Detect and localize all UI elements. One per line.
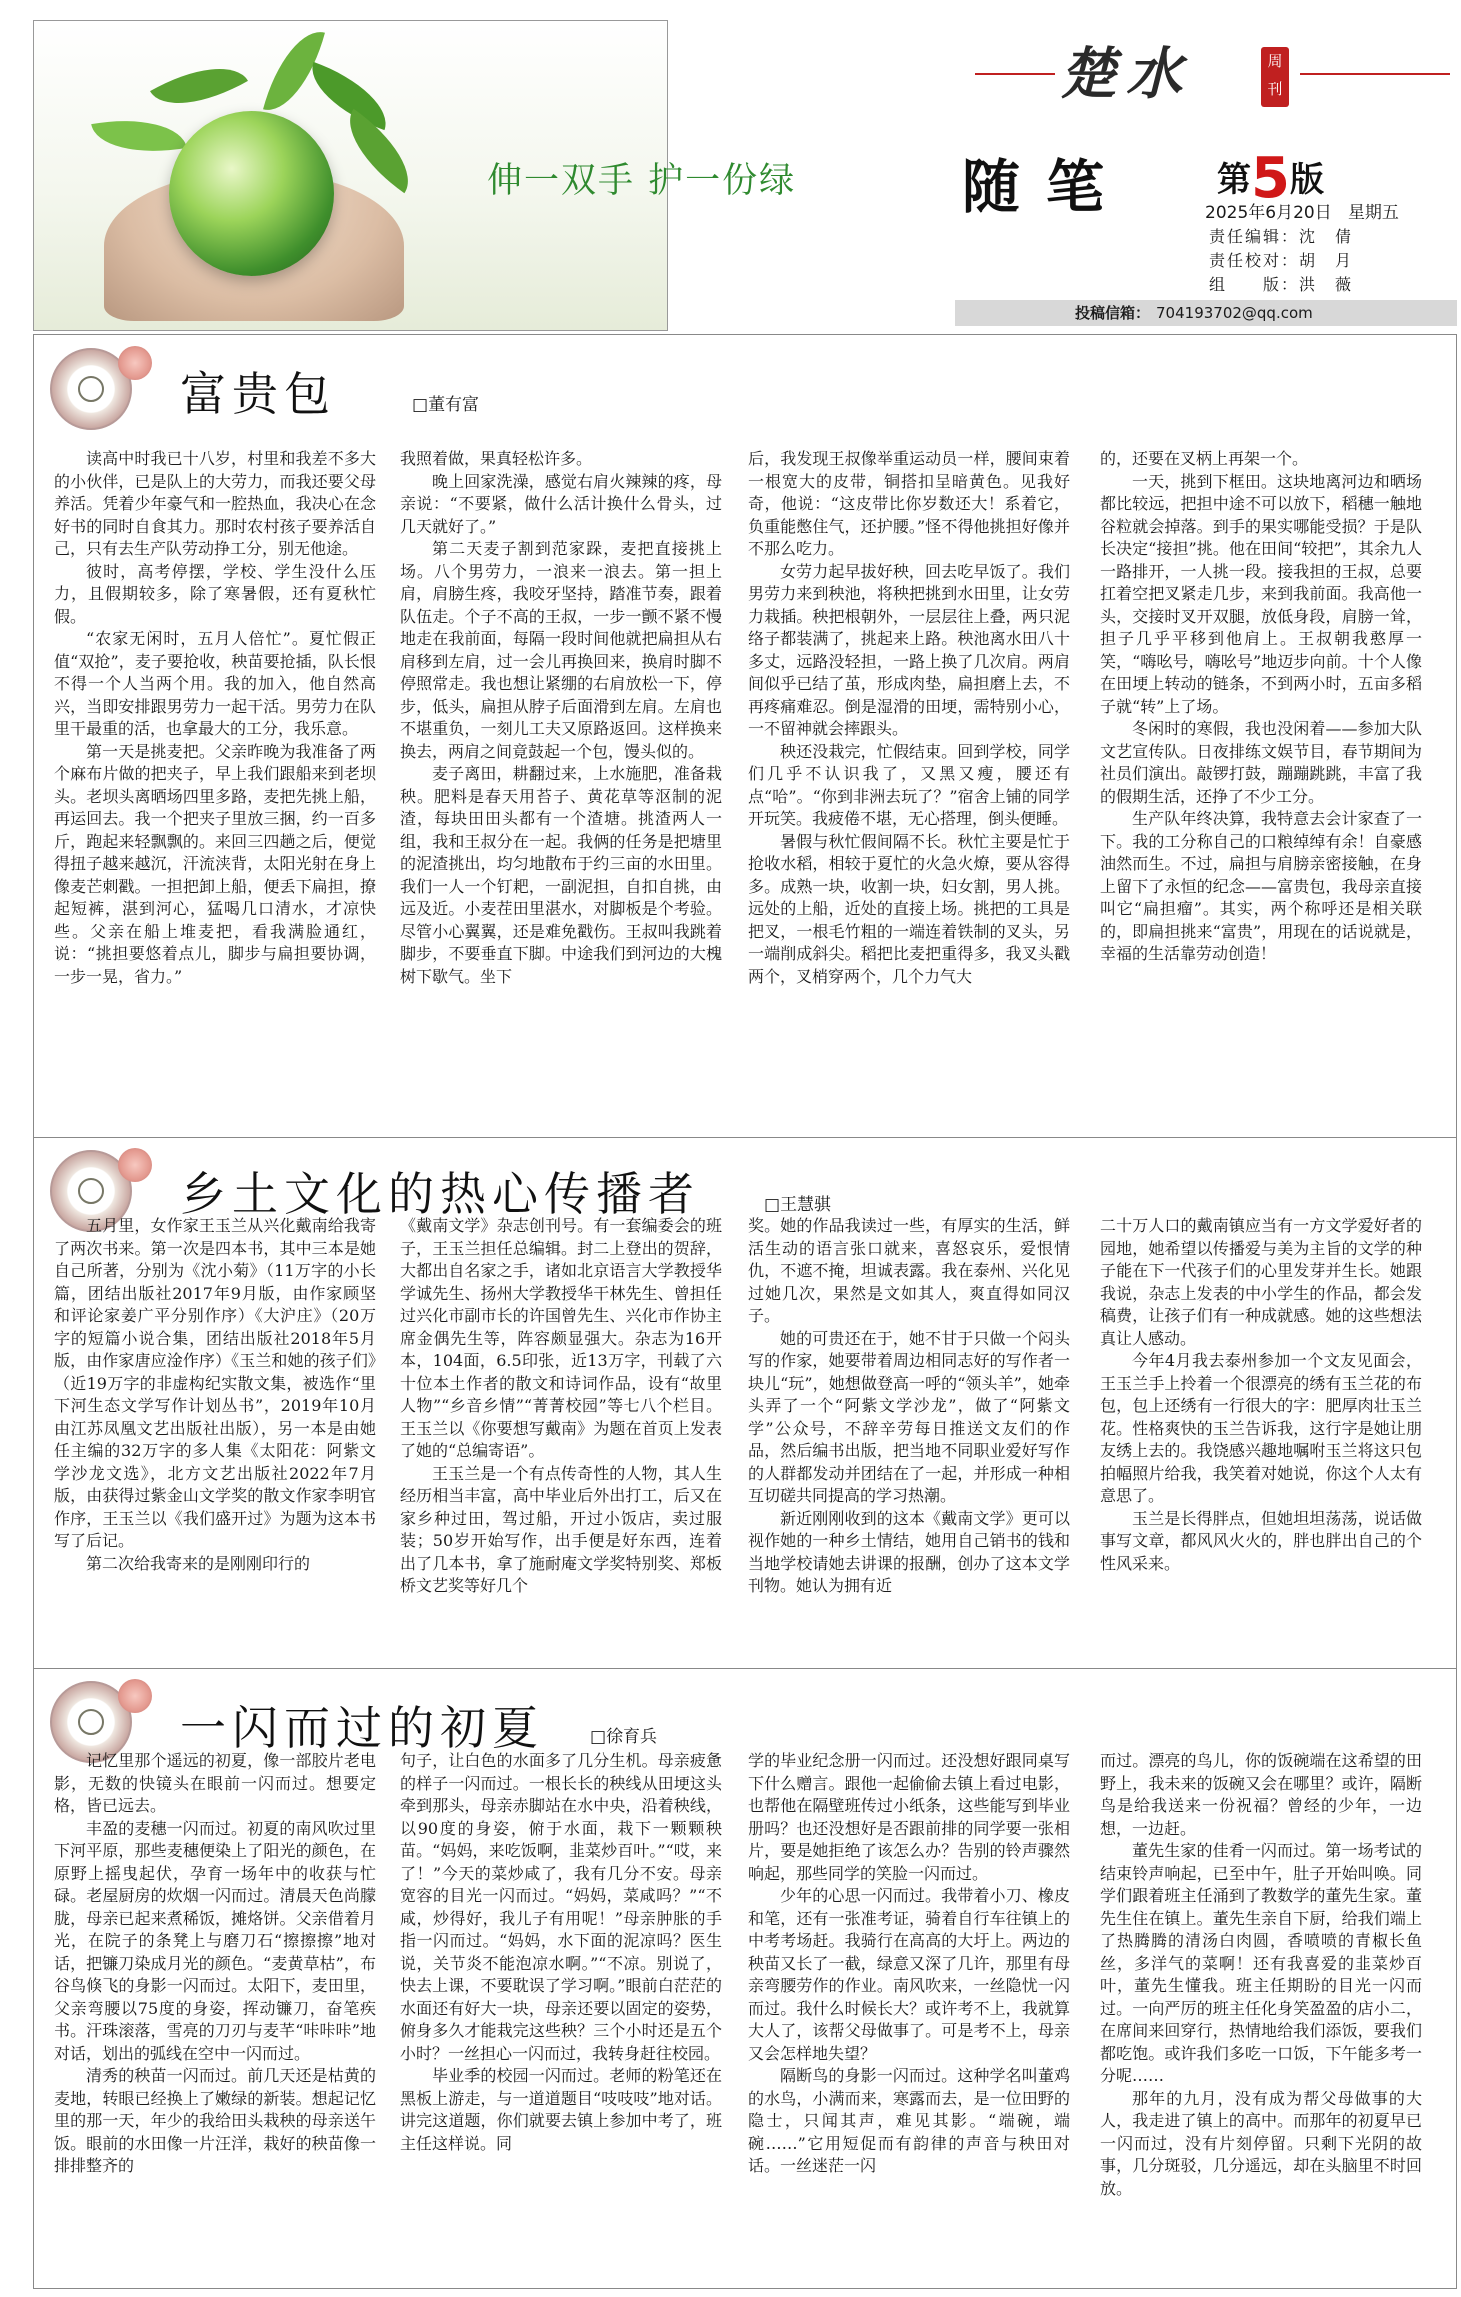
article-paragraph: 彼时，高考停摆，学校、学生没什么压力，且假期较多，除了寒暑假，还有夏秋忙假。 — [54, 561, 376, 626]
article-title: 一闪而过的初夏 — [180, 1701, 544, 1755]
article-divider — [34, 1137, 1456, 1138]
article-paragraph: 今年4月我去泰州参加一个文友见面会，王玉兰手上拎着一个很漂亮的绣有玉兰花的布包，包上还绣有一行很大的字：肥厚肉壮玉兰花。性格爽快的玉兰告诉我，这行字是她让朋友绣上去的。我饶感兴趣地嘱咐玉兰将这只包拍幅照片给我，我笑着对她说，你这个人太有意思了。 — [1100, 1351, 1422, 1505]
article-paragraph: 的，还要在叉柄上再架一个。 — [1100, 449, 1309, 468]
slogan: 伸一双手 护一份绿 — [487, 161, 797, 201]
article-paragraph: 那年的九月，没有成为帮父母做事的大人，我走进了镇上的高中。而那年的初夏早已一闪而过，没有片刻停留。只剩下光阴的故事，几分斑驳，几分遥远，却在头脑里不时回放。 — [1100, 2088, 1422, 2198]
article-column — [748, 1215, 1070, 1655]
article-paragraph: 我照着做，果真轻松许多。 — [400, 449, 593, 468]
article-paragraph: 她的可贵还在于，她不甘于只做一个闷头写的作家，她要带着周边相同志好的写作者一块儿“玩”，她想做登高一呼的“领头羊”，她牵头弄了一个“阿紫文学沙龙”，做了“阿紫文学”公众号，不辞辛劳每日推送文友们的作品，然后编书出版，把当地不同职业爱好写作的人群都发动并团结在了一起，并形成一种相互切磋共同提高的学习热潮。 — [748, 1328, 1070, 1505]
article-paragraph: 第一天是挑麦把。父亲昨晚为我准备了两个麻布片做的把夹子，早上我们跟船来到老坝头。老坝头离晒场四里多路，麦把先挑上船，再运回去。我一个把夹子里放三捆，约一百多斤，跑起来轻飘飘的。来回三四趟之后，便觉得扭子越来越沉，汗流浃背，太阳光射在身上像麦芒刺戳。一担把卸上船，便丢下扁担，撩起短裤，湛到河心，猛喝几口清水，才凉快些。父亲在船上堆麦把，看我满脸通红，说：“挑担要悠着点儿，脚步与扁担要协调，一步一晃，省力。” — [54, 741, 376, 986]
article-paragraph: 王玉兰是一个有点传奇性的人物，其人生经历相当丰富，高中毕业后外出打工，后又在家乡种过田，驾过船，开过小饭店，卖过服装；50岁开始写作，出手便是好东西，连着出了几本书，拿了施耐庵文学奖特别奖、郑板桥文艺奖等好几个 — [400, 1463, 722, 1595]
article-paragraph: 丰盈的麦穗一闪而过。初夏的南风吹过里下河平原，那些麦穗便染上了阳光的颜色，在原野上摇曳起伏，孕育一场年中的收获与忙碌。老屋厨房的炊烟一闪而过。清晨天色尚朦胧，母亲已起来煮稀饭，摊烙饼。父亲借着月光，在院子的条凳上与磨刀石“擦擦擦”地对话，把镰刀染成月光的颜色。“麦黄草枯”，布谷鸟倏飞的身影一闪而过。太阳下，麦田里，父亲弯腰以75度的身姿，挥动镰刀，奋笔疾书。汗珠滚落，雪亮的刀刃与麦芊“咔咔咔”地对话，划出的弧线在空中一闪而过。 — [54, 1818, 376, 2063]
article-column — [54, 1215, 376, 1655]
article-paragraph: 玉兰是长得胖点，但她坦坦荡荡，说话做事写文章，都风风火火的，胖也胖出自己的个性风采来。 — [1100, 1508, 1422, 1573]
article-column — [1100, 1215, 1422, 1655]
article-paragraph: 《戴南文学》杂志创刊号。有一套编委会的班子，王玉兰担任总编辑。封二上登出的贺辞，大都出自名家之手，诸如北京语言大学教授华学诚先生、扬州大学教授华干林先生、曾担任过兴化市副市长的许国曾先生、兴化市作协主席金偶先生等，阵容颇显强大。杂志为16开本，104面，6.5印张，近13万字，刊载了六十位本土作者的散文和诗词作品，设有“故里人物”“乡音乡情”“菁菁校园”等七八个栏目。王玉兰以《你要想写戴南》为题在首页上发表了她的“总编寄语”。 — [400, 1216, 722, 1460]
article-paragraph: 奖。她的作品我读过一些，有厚实的生活，鲜活生动的语言张口就来，喜怒哀乐，爱恨情仇，不遮不掩，坦诚表露。我在泰州、兴化见过她几次，果然是文如其人，爽直得如同汉子。 — [748, 1216, 1070, 1325]
article-paragraph: 记忆里那个遥远的初夏，像一部胶片老电影，无数的快镜头在眼前一闪而过。想要定格，皆已远去。 — [54, 1751, 376, 1815]
brand-rule-left — [975, 73, 1055, 75]
article-paragraph: 新近刚刚收到的这本《戴南文学》更可以视作她的一种乡土情结，她用自己销书的钱和当地学校请她去讲课的报酬，创办了这本文学刊物。她认为拥有近 — [748, 1508, 1070, 1595]
article-paragraph: 第二次给我寄来的是刚刚印行的 — [86, 1553, 311, 1573]
article-paragraph: 晚上回家洗澡，感觉右肩火辣辣的疼，母亲说：“不要紧，做什么活计换什么骨头，过几天就好了。” — [400, 471, 722, 536]
article-paragraph: 麦子离田，耕翻过来，上水施肥，准备栽秧。肥料是春天用苔子、黄花草等沤制的泥渣，每块田田头都有一个渣塘。挑渣两人一组，我和王叔分在一起。我俩的任务是把塘里的泥渣挑出，均匀地散布于约三亩的水田里。我们一人一个钉耙，一副泥担，自扣自挑，由远及近。小麦茬田里湛水，对脚板是个考验。尽管小心翼翼，还是难免戳伤。王叔叫我跳着脚步，不要垂直下脚。中途我们到河边的大槐树下歇气。坐下 — [400, 764, 722, 986]
article-paragraph: 清秀的秧苗一闪而过。前几天还是枯黄的麦地，转眼已经换上了嫩绿的新装。想起记忆里的那一天，年少的我给田头栽秧的母亲送午饭。眼前的水田像一片汪洋，栽好的秧苗像一排排整齐的 — [54, 2066, 376, 2175]
staff-editor: 责任编辑：沈 倩 — [1209, 227, 1354, 246]
brand-logo: 楚水 — [1060, 41, 1192, 107]
article-paragraph: 句子，让白色的水面多了几分生机。母亲疲惫的样子一闪而过。一根长长的秧线从田埂这头牵到那头，母亲赤脚站在水中央，沿着秧线，以90度的身姿，俯于水面，栽下一颗颗秧苗。“妈妈，来吃饭啊，韭菜炒百叶。”“哎，来了！”今天的菜炒咸了，我有几分不安。母亲宽容的目光一闪而过。“妈妈，菜咸吗？”“不咸，炒得好，我儿子有用呢！”母亲肿胀的手指一闪而过。“妈妈，水下面的泥凉吗？医生说，关节炎不能泡凉水啊。”“不凉。别说了，快去上课，不要耽误了学习啊。”眼前白茫茫的水面还有好大一块，母亲还要以固定的姿势，俯身多久才能栽完这些秧？三个小时还是五个小时？一丝担心一闪而过，我转身赶往校园。 — [400, 1751, 722, 2063]
flower-icon — [118, 346, 152, 380]
article-title: 富贵包 — [180, 367, 336, 421]
article-divider — [34, 1668, 1456, 1669]
article-column — [400, 1215, 722, 1655]
article-paragraph: 生产队年终决算，我特意去会计家查了一下。我的工分称自己的口粮绰绰有余！自豪感油然而生。不过，扁担与肩膀亲密接触，在身上留下了永恒的纪念——富贵包，我母亲直接叫它“扁担瘤”。其实，两个称呼还是相关联的，即扁担挑来“富贵”，用现在的话说就是，幸福的生活靠劳动创造！ — [1100, 809, 1422, 963]
article-paragraph: 毕业季的校园一闪而过。老师的粉笔还在黑板上游走，与一道道题目“吱吱吱”地对话。讲完这道题，你们就要去镇上参加中考了，班主任这样说。同 — [400, 2066, 722, 2153]
article-paragraph: 一天，挑到下框田。这块地离河边和晒场都比较远，把担中途不可以放下，稻穗一触地谷粒就会掉落。到手的果实哪能受损？于是队长决定“接担”挑。他在田间“较把”，其余九人一路排开，一人挑一段。接我担的王叔，总要扛着空把叉紧走几步，来到我前面。我高他一头，交接时叉开双腿，放低身段，肩膀一耸，担子几乎平移到他肩上。王叔朝我憨厚一笑，“嗨吆号，嗨吆号”地迈步向前。十个人像在田埂上转动的链条，不到两小时，五亩多稻子就“转”上了场。 — [1100, 471, 1422, 716]
article-paragraph: 学的毕业纪念册一闪而过。还没想好跟同桌写下什么赠言。跟他一起偷偷去镇上看过电影，也帮他在隔壁班传过小纸条，这些能写到毕业册吗？也还没想好是否跟前排的同学要一张相片，要是她拒绝了该怎么办？告别的铃声骤然响起，那些同学的笑脸一闪而过。 — [748, 1751, 1070, 1883]
article-paragraph: 二十万人口的戴南镇应当有一方文学爱好者的园地，她希望以传播爱与美为主旨的文学的种子能在下一代孩子们的心里发芽并生长。她跟我说，杂志上发表的中小学生的作品，都会发稿费，让孩子们有一种成就感。她的这些想法真让人感动。 — [1100, 1216, 1422, 1348]
article-column — [54, 448, 376, 1120]
article-paragraph: 董先生家的佳肴一闪而过。第一场考试的结束铃声响起，已至中午，肚子开始叫唤。同学们跟着班主任涌到了教数学的董先生家。董先生住在镇上。董先生亲自下厨，给我们端上了热腾腾的清汤白肉圆，香喷喷的青椒长鱼丝，多洋气的菜啊！还有我喜爱的韭菜炒百叶，董先生懂我。班主任期盼的目光一闪而过。一向严厉的班主任化身笑盈盈的店小二，在席间来回穿行，热情地给我们添饭，要我们都吃饱。或许我们多吃一口饭，下午能多考一分呢…… — [1100, 1841, 1422, 2085]
article-column — [748, 448, 1070, 1120]
page-number: 第5版 — [1217, 146, 1324, 211]
section-title: 随笔 — [962, 153, 1131, 221]
article-column — [748, 1750, 1070, 2280]
article-paragraph: 秧还没栽完，忙假结束。回到学校，同学们几乎不认识我了，又黑又瘦，腰还有点“哈”。“你到非洲去玩了？”宿舍上铺的同学开玩笑。我疲倦不堪，无心搭理，倒头便睡。 — [748, 741, 1070, 828]
article-paragraph: 隔断鸟的身影一闪而过。这种学名叫董鸡的水鸟，小满而来，寒露而去，是一位田野的隐士，只闻其声，难见其影。“端碗，端碗……”它用短促而有韵律的声音与秧田对话。一丝迷茫一闪 — [748, 2066, 1070, 2175]
staff-proofreader: 责任校对：胡 月 — [1209, 251, 1354, 270]
article-paragraph: 读高中时我已十八岁，村里和我差不多大的小伙伴，已是队上的大劳力，而我还要父母养活。凭着少年豪气和一腔热血，我决心在念好书的同时自食其力。那时农村孩子要养活自己，只有去生产队劳动挣工分，别无他途。 — [54, 449, 376, 558]
article-paragraph: 女劳力起早拔好秧，回去吃早饭了。我们男劳力来到秧池，将秧把挑到水田里，让女劳力栽插。秧把根朝外，一层层往上叠，两只泥络子都装满了，挑起来上路。秧池离水田八十多丈，远路没轻担，一路上换了几次肩。两肩间似乎已结了茧，形成肉垫，扁担磨上去，不再疼痛难忍。倒是湿滑的田埂，需特别小心，一不留神就会摔跟头。 — [748, 561, 1070, 738]
article-column — [1100, 448, 1422, 1120]
issue-date: 2025年6月20日 星期五 — [1205, 203, 1399, 223]
article-paragraph: 暑假与秋忙假间隔不长。秋忙主要是忙于抢收水稻，相较于夏忙的火急火燎，要从容得多。成熟一块，收割一块，妇女割，男人挑。远处的上船，近处的直接上场。挑把的工具是把叉，一根毛竹粗的一端连着铁制的叉头，另一端削成斜尖。稻把比麦把重得多，我叉头戳两个，叉梢穿两个，几个力气大 — [748, 831, 1070, 986]
brand-seal: 周刊 — [1261, 47, 1289, 107]
article-column — [54, 1750, 376, 2280]
article-title: 乡土文化的热心传播者 — [180, 1167, 700, 1221]
article-paragraph: 后，我发现王叔像举重运动员一样，腰间束着一根宽大的皮带，铜搭扣呈暗黄色。见我好奇，他说：“这皮带比你岁数还大！系着它，负重能憋住气，还护腰。”怪不得他挑担好像并不那么吃力。 — [748, 449, 1070, 558]
article-paragraph: 少年的心思一闪而过。我带着小刀、橡皮和笔，还有一张准考证，骑着自行车往镇上的中考考场赶。我骑行在高高的大圩上。两边的秧苗又长了一截，绿意又深了几许，那里有母亲弯腰劳作的作业。南风吹来，一丝隐忧一闪而过。我什么时候长大？或许考不上，我就算大人了，该帮父母做事了。可是考不上，母亲又会怎样地失望？ — [748, 1886, 1070, 2063]
article-column — [1100, 1750, 1422, 2280]
article-paragraph: “农家无闲时，五月人倍忙”。夏忙假正值“双抢”，麦子要抢收，秧苗要抢插，队长恨不得一个人当两个用。我的加入，他自然高兴，当即安排跟男劳力一起干活。男劳力在队里干最重的活，也拿最大的工分，我乐意。 — [54, 629, 376, 738]
leaf-icon — [91, 108, 187, 163]
article-author: □ 王慧骐 — [764, 1190, 831, 1215]
globe-image — [169, 111, 334, 276]
brand-rule-right — [1300, 73, 1450, 75]
article-paragraph: 第二天麦子割到范家跺，麦把直接挑上场。八个男劳力，一浪来一浪去。第一担上肩，肩膀生疼，我咬牙坚持，踏准节奏，跟着队伍走。个子不高的王叔，一步一颤不紧不慢地走在我前面，每隔一段时间他就把扁担从右肩移到左肩，过一会儿再换回来，换肩时脚不停照常走。我也想让紧绷的右肩放松一下，停步，低头，扁担从脖子后面滑到左肩。左肩也不堪重负，一刻儿工夫又原路返回。这样换来换去，两肩之间竟鼓起一个包，馒头似的。 — [400, 539, 722, 761]
flower-icon — [118, 1148, 152, 1182]
staff-layout: 组 版：洪 薇 — [1209, 275, 1354, 294]
article-author: □ 董有富 — [412, 390, 479, 415]
article-paragraph: 冬闲时的寒假，我也没闲着——参加大队文艺宣传队。日夜排练文娱节目，春节期间为社员们演出。敲锣打鼓，蹦蹦跳跳，丰富了我的假期生活，还挣了不少工分。 — [1100, 719, 1422, 806]
contribution-email[interactable]: 投稿信箱： 704193702@qq.com — [955, 300, 1457, 326]
article-author: □ 徐育兵 — [590, 1722, 657, 1747]
article-paragraph: 而过。漂亮的鸟儿，你的饭碗端在这希望的田野上，我未来的饭碗又会在哪里？或许，隔断鸟是给我送来一份祝福？曾经的少年，一边想，一边赶。 — [1100, 1751, 1422, 1838]
article-column — [400, 448, 722, 1120]
flower-icon — [118, 1679, 152, 1713]
article-paragraph: 五月里，女作家王玉兰从兴化戴南给我寄了两次书来。第一次是四本书，其中三本是她自己所著，分别为《沈小菊》（11万字的小长篇，团结出版社2017年9月版，由作家顾坚和评论家姜广平分别作序）《大沪庄》（20万字的短篇小说合集，团结出版社2018年5月版，由作家唐应淦作序）《玉兰和她的孩子们》（近19万字的非虚构纪实散文集，被选作“里下河生态文学写作计划丛书”，2019年10月由江苏凤凰文艺出版社出版），另一本是由她任主编的32万字的多人集《太阳花：阿紫文学沙龙文选》，北方文艺出版社2022年7月版，由获得过紫金山文学奖的散文作家李明官作序，王玉兰以《我们盛开过》为题为这本书写了后记。 — [54, 1216, 376, 1550]
article-column — [400, 1750, 722, 2280]
